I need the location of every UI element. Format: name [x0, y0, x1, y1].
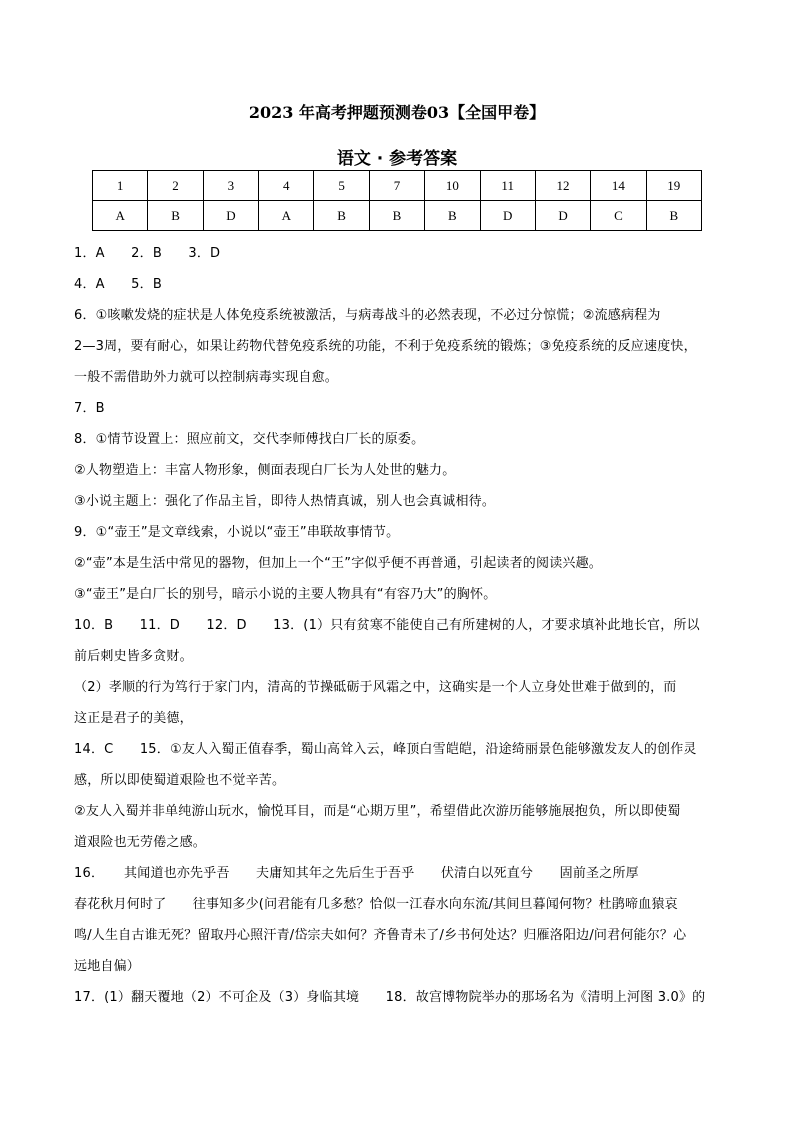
answer-explanations — [74, 238, 724, 1013]
answer-line: 远地自偏） — [74, 959, 141, 974]
question-number-cell: 7 — [369, 171, 424, 201]
answer-line: 7．B — [74, 401, 105, 416]
question-number-cell: 11 — [480, 171, 535, 201]
question-number-row — [93, 171, 702, 201]
question-number-cell: 2 — [148, 171, 203, 201]
answer-cell: B — [314, 201, 369, 231]
answer-line: ③小说主题上：强化了作品主旨，即待人热情真诚，别人也会真诚相待。 — [74, 494, 496, 509]
answer-line: ②友人入蜀并非单纯游山玩水，愉悦耳目，而是“心期万里”，希望借此次游历能够施展抱负，所以即使蜀 — [74, 804, 681, 819]
question-number-cell: 10 — [425, 171, 480, 201]
answer-line: 8．①情节设置上：照应前文，交代李师傅找白厂长的原委。 — [74, 432, 425, 447]
answer-cell: D — [480, 201, 535, 231]
page-subtitle: 语文 · 参考答案 — [336, 149, 458, 169]
answer-line: 一般不需借助外力就可以控制病毒实现自愈。 — [74, 370, 339, 385]
answer-cell: C — [591, 201, 646, 231]
answer-line: 16． 其闻道也亦先乎吾 夫庸知其年之先后生于吾乎 伏清白以死直兮 固前圣之所厚 — [74, 866, 639, 881]
answer-line: 春花秋月何时了 往事知多少(问君能有几多愁？恰似一江春水向东流/其间旦暮闻何物？杜鹃啼血猿哀 — [74, 897, 678, 912]
answer-cell: B — [425, 201, 480, 231]
answer-line: 鸣/人生自古谁无死？留取丹心照汗青/岱宗夫如何？齐鲁青未了/乡书何处达？归雁洛阳边/问君何能尔？心 — [74, 928, 687, 943]
answer-cell: A — [259, 201, 314, 231]
answer-line: ③“壶王”是白厂长的别号，暗示小说的主要人物具有“有容乃大”的胸怀。 — [74, 587, 497, 602]
answer-line: 道艰险也无劳倦之感。 — [74, 835, 207, 850]
answer-cell: B — [148, 201, 203, 231]
answer-table — [92, 170, 702, 231]
answer-line: （2）孝顺的行为笃行于家门内，清高的节操砥砺于风霜之中，这确实是一个人立身处世难于做到的，而 — [74, 680, 677, 695]
question-number-cell: 4 — [259, 171, 314, 201]
answer-line: 感，所以即使蜀道艰险也不觉辛苦。 — [74, 773, 286, 788]
question-number-cell: 3 — [203, 171, 258, 201]
answer-line: 前后刺史皆多贪财。 — [74, 649, 193, 664]
answer-line: 这正是君子的美德， — [74, 711, 193, 726]
answer-cell: B — [369, 201, 424, 231]
answer-line: 14．C 15．①友人入蜀正值春季，蜀山高耸入云，峰顶白雪皑皑，沿途绮丽景色能够激发友人的创作灵 — [74, 742, 697, 757]
answer-cell: A — [93, 201, 148, 231]
answer-line: 17．(1）翻天覆地（2）不可企及（3）身临其境 18．故宫博物院举办的那场名为《清明上河图 3.0》的 — [74, 990, 706, 1005]
answer-line: 2—3周，要有耐心，如果让药物代替免疫系统的功能，不利于免疫系统的锻炼；③免疫系统的反应速度快， — [74, 339, 697, 354]
answer-line: ②“壶”本是生活中常见的器物，但加上一个“王”字似乎便不再普通，引起读者的阅读兴趣。 — [74, 556, 602, 571]
answer-line: 9．①“壶王”是文章线索，小说以“壶王”串联故事情节。 — [74, 525, 400, 540]
answer-line: ②人物塑造上：丰富人物形象，侧面表现白厂长为人处世的魅力。 — [74, 463, 456, 478]
question-number-cell: 14 — [591, 171, 646, 201]
answer-cell: D — [535, 201, 590, 231]
page-title: 2023 年高考押题预测卷03【全国甲卷】 — [248, 103, 546, 122]
answer-cell: B — [646, 201, 701, 231]
answer-cell: D — [203, 201, 258, 231]
question-number-cell: 19 — [646, 171, 701, 201]
answer-line: 6．①咳嗽发烧的症状是人体免疫系统被激活，与病毒战斗的必然表现，不必过分惊慌；②流感病程为 — [74, 308, 661, 323]
answer-line: 10．B 11．D 12．D 13．(1）只有贫寒不能使自己有所建树的人，才要求填补此地长官，所以 — [74, 618, 700, 633]
answer-line: 1．A 2．B 3．D — [74, 246, 221, 261]
question-number-cell: 1 — [93, 171, 148, 201]
question-number-cell: 12 — [535, 171, 590, 201]
answer-line: 4．A 5．B — [74, 277, 162, 292]
answer-row — [93, 201, 702, 231]
question-number-cell: 5 — [314, 171, 369, 201]
